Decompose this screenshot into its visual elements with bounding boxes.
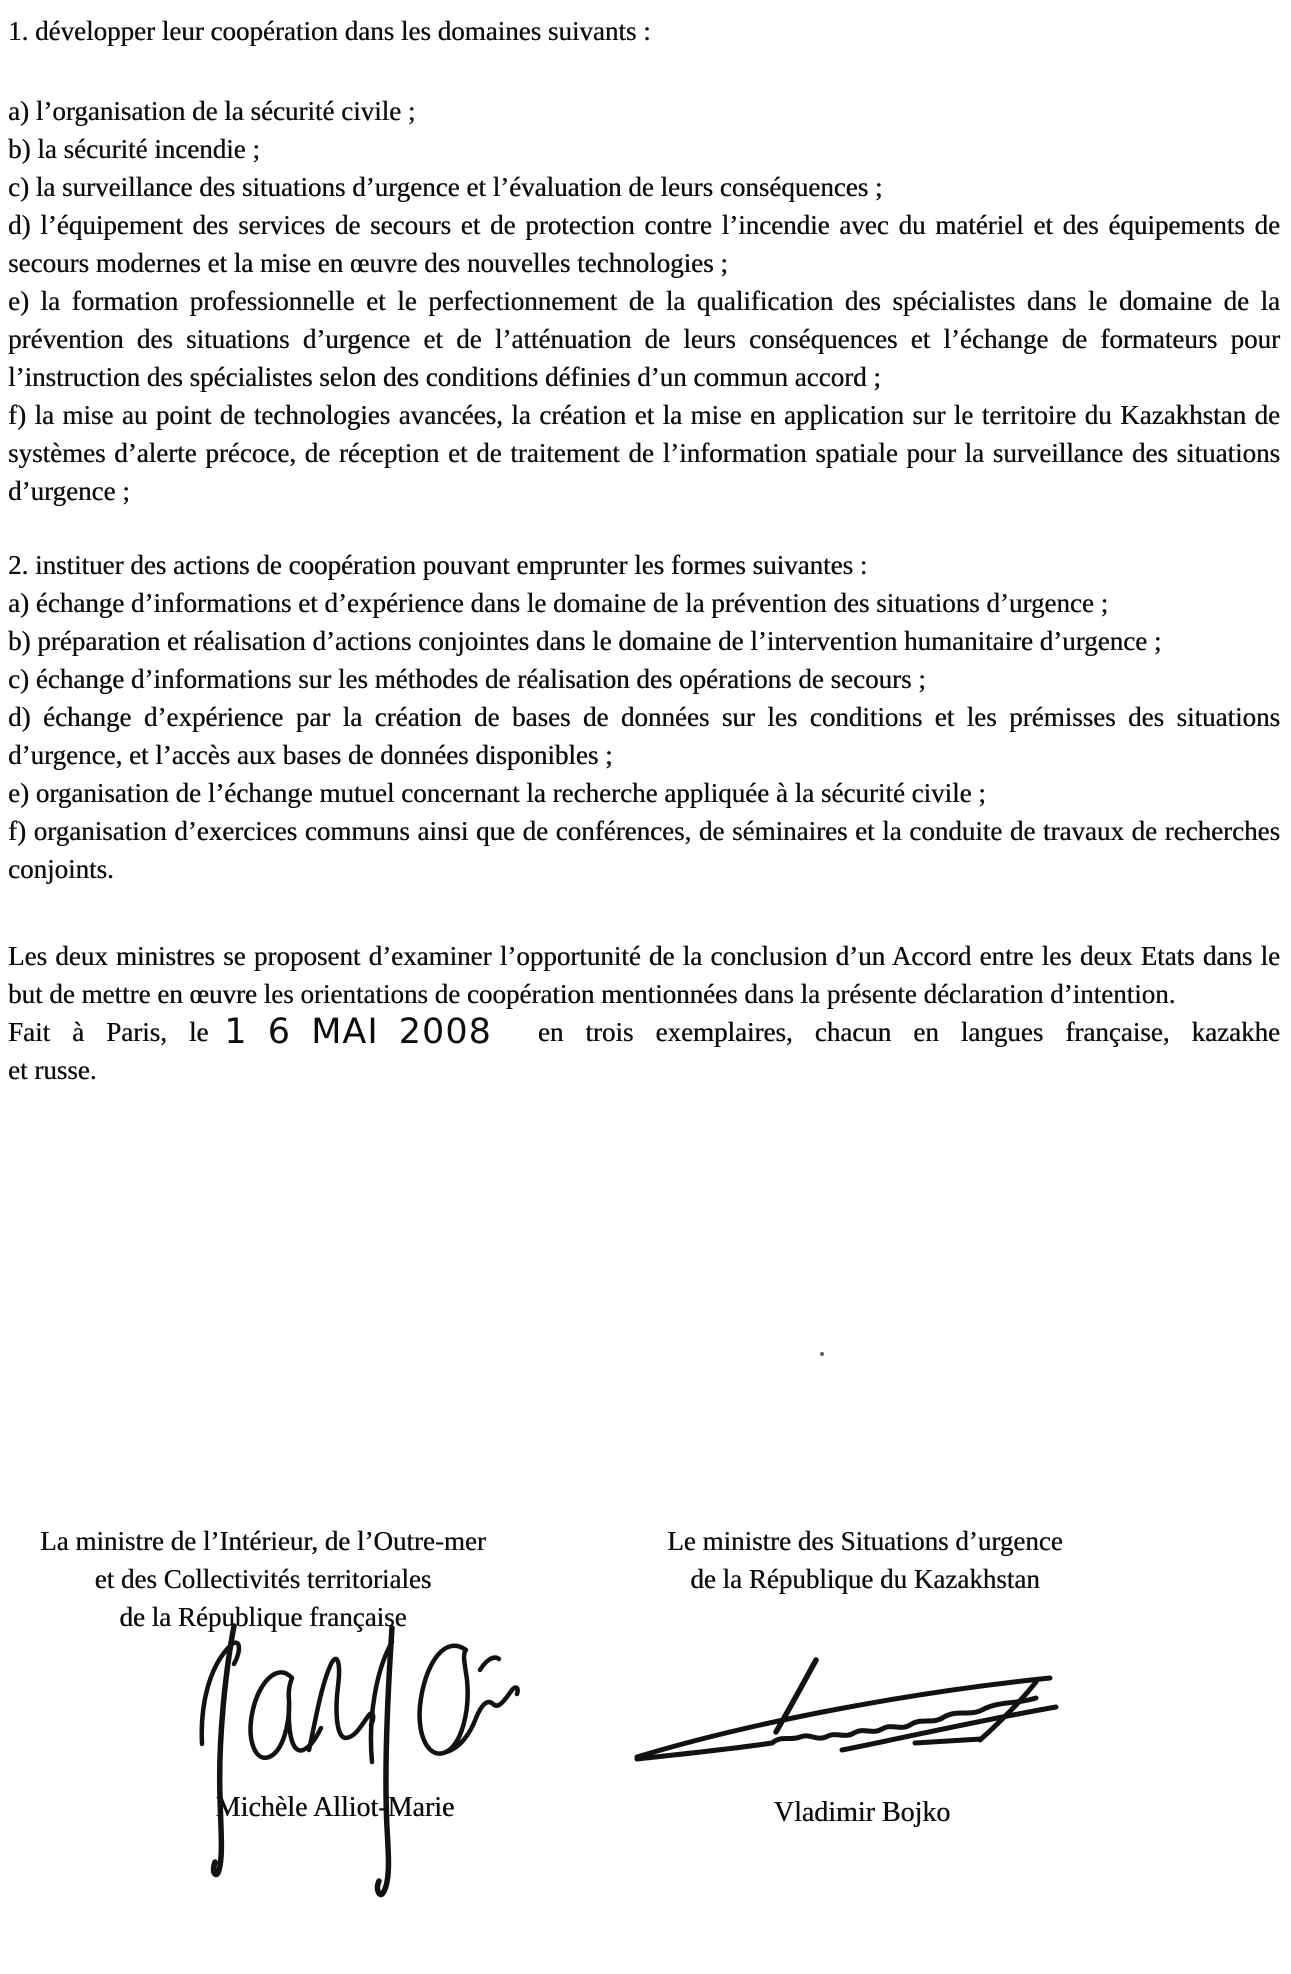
section-1-items bbox=[8, 92, 1280, 510]
section-2-items bbox=[8, 584, 1280, 888]
execution-line bbox=[8, 1013, 1280, 1051]
signatory-name-michele-alliot-marie: Michèle Alliot-Marie bbox=[215, 1792, 455, 1823]
list-item-1d: d) l’équipement des services de secours et de protection contre l’incendie avec du matériel et des équipements de secours modernes et la mise en œuvre des nouvelles technologies ; bbox=[8, 210, 1280, 278]
execution-line-2: et russe. bbox=[8, 1055, 97, 1085]
list-item-2c: c) échange d’informations sur les méthodes de réalisation des opérations de secours ; bbox=[8, 664, 926, 694]
signatory-title-line: de la République française bbox=[119, 1602, 407, 1632]
list-item-1a: a) l’organisation de la sécurité civile ; bbox=[8, 96, 416, 126]
list-item-1b: b) la sécurité incendie ; bbox=[8, 134, 260, 164]
document-body bbox=[8, 12, 1280, 1089]
execution-continuation: en trois exemplaires, chacun en langues française, kazakhe bbox=[537, 1017, 1280, 1047]
list-item-2f: f) organisation d’exercices communs ainsi que de conférences, de séminaires et la conduite de travaux de recherches conjoints. bbox=[8, 816, 1280, 884]
list-item-1c: c) la surveillance des situations d’urgence et l’évaluation de leurs conséquences ; bbox=[8, 172, 883, 202]
list-item-1f: f) la mise au point de technologies avancées, la création et la mise en application sur le territoire du Kazakhstan de systèmes d’alerte précoce, de réception et de traitement de l’information spatiale pour la surveillance des situations d’urgence ; bbox=[8, 400, 1280, 506]
signatory-name-vladimir-bojko: Vladimir Bojko bbox=[773, 1797, 951, 1828]
section-1-heading: 1. développer leur coopération dans les domaines suivants : bbox=[8, 16, 651, 46]
signatory-title-kazakh-minister bbox=[630, 1522, 1100, 1598]
signatory-title-line: et des Collectivités territoriales bbox=[94, 1564, 432, 1594]
list-item-2d: d) échange d’expérience par la création de bases de données sur les conditions et les prémisses des situations d’urgence, et l’accès aux bases de données disponibles ; bbox=[8, 702, 1280, 770]
list-item-2e: e) organisation de l’échange mutuel concernant la recherche appliquée à la sécurité civile ; bbox=[8, 778, 986, 808]
list-item-2b: b) préparation et réalisation d’actions conjointes dans le domaine de l’intervention humanitaire d’urgence ; bbox=[8, 626, 1162, 656]
signatory-title-line: La ministre de l’Intérieur, de l’Outre-mer bbox=[40, 1526, 486, 1556]
signature-michele-alliot-marie bbox=[190, 1598, 530, 1898]
closing-paragraph: Les deux ministres se proposent d’examiner l’opportunité de la conclusion d’un Accord entre les deux Etats dans le but de mettre en œuvre les orientations de coopération mentionnées dans la présente déclaration d’intention. bbox=[8, 941, 1280, 1009]
scan-artifact-dot bbox=[820, 1352, 824, 1356]
list-item-2a: a) échange d’informations et d’expérience dans le domaine de la prévention des situations d’urgence ; bbox=[8, 588, 1109, 618]
signatory-title-line: Le ministre des Situations d’urgence bbox=[667, 1526, 1063, 1556]
execution-prefix: Fait à Paris, le bbox=[8, 1017, 209, 1047]
list-item-1e: e) la formation professionnelle et le perfectionnement de la qualification des spécialistes dans le domaine de la prévention des situations d’urgence et de l’atténuation de leurs conséquences et l’échange de formateurs pour l’instruction des spécialistes selon des conditions définies d’un commun accord ; bbox=[8, 286, 1280, 392]
signatory-title-line: de la République du Kazakhstan bbox=[690, 1564, 1040, 1594]
section-2-heading: 2. instituer des actions de coopération pouvant emprunter les formes suivantes : bbox=[8, 550, 868, 580]
signature-vladimir-bojko bbox=[632, 1652, 1072, 1767]
date-stamp: 1 6 MAI 2008 bbox=[224, 1012, 492, 1052]
